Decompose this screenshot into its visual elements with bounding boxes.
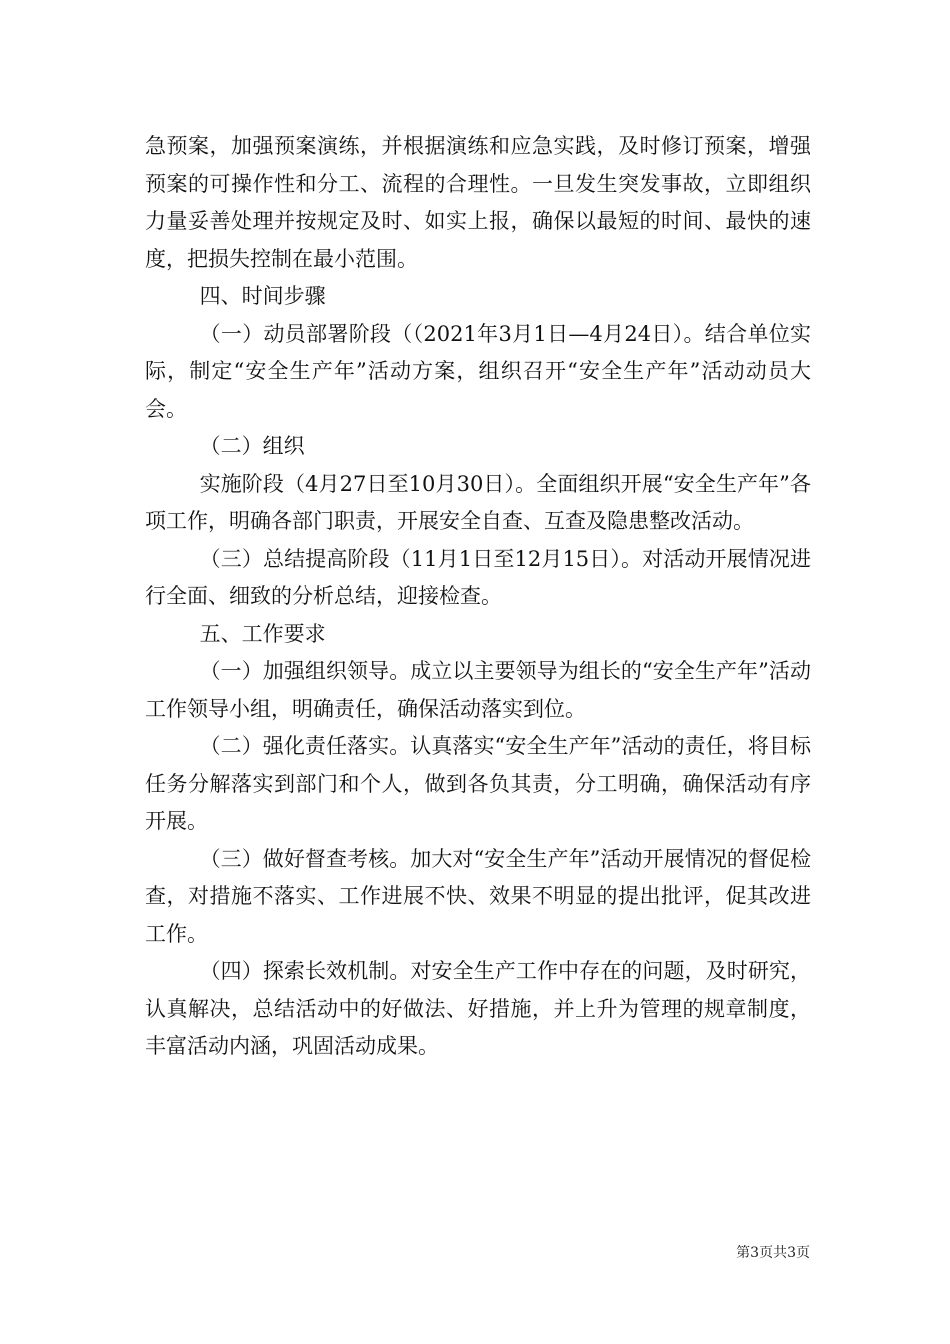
paragraph-supervision: （三）做好督查考核。加大对“安全生产年”活动开展情况的督促检查，对措施不落实、工作进展不快、效果不明显的提出批评，促其改进工作。 xyxy=(145,846,811,946)
paragraph-responsibility: （二）强化责任落实。认真落实“安全生产年”活动的责任，将目标任务分解落实到部门和个人，做到各负其责，分工明确，确保活动有序开展。 xyxy=(145,734,811,833)
page-number: 第3页共3页 xyxy=(736,1245,810,1261)
paragraph-organize: （二）组织 xyxy=(199,434,305,458)
paragraph-implementation: 实施阶段（4月27日至10月30日）。全面组织开展“安全生产年”各项工作，明确各部门职责，开展安全自查、互查及隐患整改活动。 xyxy=(145,471,811,533)
document-body xyxy=(145,128,811,1066)
paragraph-summary: （三）总结提高阶段（11月1日至12月15日）。对活动开展情况进行全面、细致的分析总结，迎接检查。 xyxy=(145,546,811,608)
section-heading-requirements: 五、工作要求 xyxy=(199,621,326,646)
paragraph-continuation: 急预案，加强预案演练，并根据演练和应急实践，及时修订预案，增强预案的可操作性和分工、流程的合理性。一旦发生突发事故，立即组织力量妥善处理并按规定及时、如实上报，确保以最短的时间、最快的速度，把损失控制在最小范围。 xyxy=(145,134,811,271)
section-heading-schedule: 四、时间步骤 xyxy=(199,284,326,308)
paragraph-mobilization: （一）动员部署阶段（（2021年3月1日—4月24日）。结合单位实际，制定“安全生产年”活动方案，组织召开“安全生产年”活动动员大会。 xyxy=(145,321,811,421)
paragraph-leadership: （一）加强组织领导。成立以主要领导为组长的“安全生产年”活动工作领导小组，明确责任，确保活动落实到位。 xyxy=(145,659,811,721)
paragraph-mechanism: （四）探索长效机制。对安全生产工作中存在的问题，及时研究，认真解决，总结活动中的好做法、好措施，并上升为管理的规章制度，丰富活动内涵，巩固活动成果。 xyxy=(145,959,811,1058)
